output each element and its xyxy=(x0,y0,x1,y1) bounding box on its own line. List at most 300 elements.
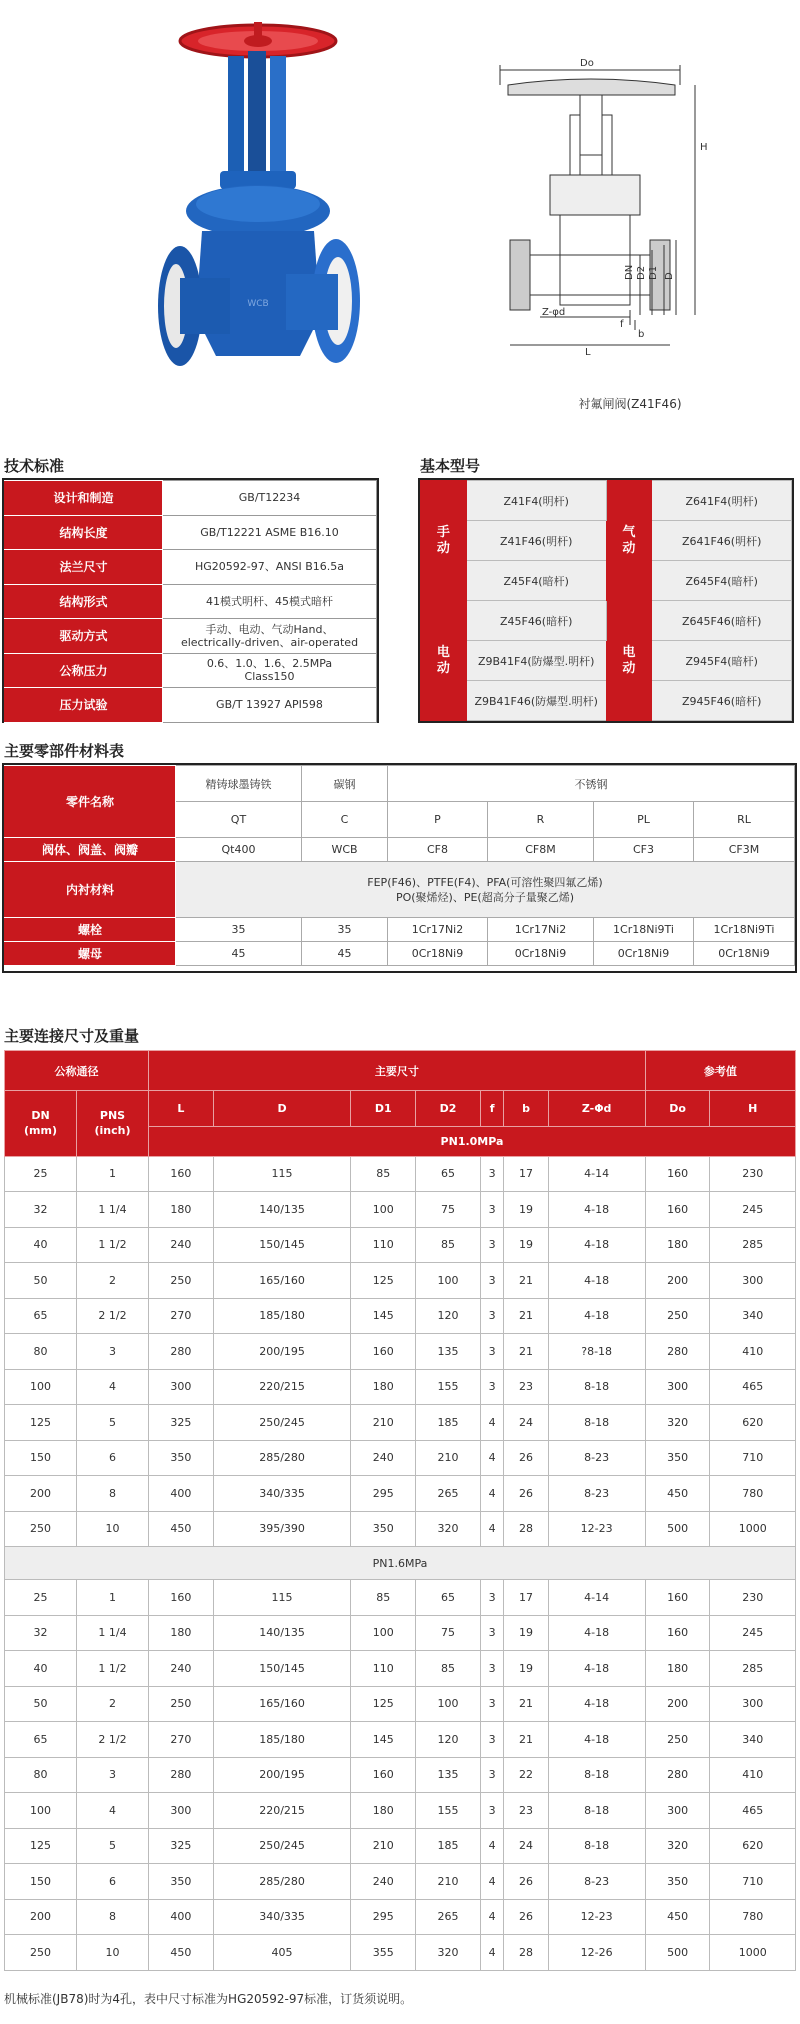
cell: 45 xyxy=(176,942,302,966)
cell: 150/145 xyxy=(213,1651,351,1687)
cell: 295 xyxy=(351,1476,416,1512)
table-row xyxy=(5,1547,796,1580)
cell: 12-23 xyxy=(548,1899,645,1935)
cell: 120 xyxy=(416,1722,481,1758)
cell: 245 xyxy=(710,1192,796,1228)
cell: 150 xyxy=(5,1864,77,1900)
cell: 160 xyxy=(149,1580,214,1616)
cell: 75 xyxy=(416,1615,481,1651)
diagram-label-zd: Z-φd xyxy=(542,307,566,318)
table-row xyxy=(421,481,792,521)
table-row xyxy=(5,688,377,723)
code-pl: PL xyxy=(594,802,694,838)
cell: 1 1/2 xyxy=(77,1651,149,1687)
model-cell: Z41F46(明杆) xyxy=(466,521,606,561)
diagram-label-l: L xyxy=(585,347,591,358)
cell: 230 xyxy=(710,1156,796,1192)
cell: 65 xyxy=(416,1156,481,1192)
row-label: 阀体、阀盖、阀瓣 xyxy=(5,838,176,862)
cell: 320 xyxy=(645,1405,710,1441)
cell: 780 xyxy=(710,1899,796,1935)
cell: 350 xyxy=(645,1440,710,1476)
cell: 17 xyxy=(504,1156,548,1192)
mat-header-stainless: 不锈钢 xyxy=(388,766,795,802)
cell: 450 xyxy=(149,1935,214,1971)
col-d: D xyxy=(213,1091,351,1127)
cell: 240 xyxy=(149,1651,214,1687)
cell: 24 xyxy=(504,1828,548,1864)
cell: 4 xyxy=(480,1935,504,1971)
cell: 75 xyxy=(416,1192,481,1228)
model-cell: Z945F46(暗杆) xyxy=(652,681,792,721)
cell: 150/145 xyxy=(213,1227,351,1263)
cell: 200 xyxy=(645,1263,710,1299)
cell: 210 xyxy=(416,1440,481,1476)
cell: 340 xyxy=(710,1722,796,1758)
cell: 125 xyxy=(351,1686,416,1722)
cell: 165/160 xyxy=(213,1263,351,1299)
head-main: 主要尺寸 xyxy=(149,1051,646,1091)
cell: 300 xyxy=(645,1793,710,1829)
table-row xyxy=(5,1651,796,1687)
cell: 50 xyxy=(5,1686,77,1722)
tech-label: 驱动方式 xyxy=(5,619,163,654)
cell: 19 xyxy=(504,1192,548,1228)
cell: 115 xyxy=(213,1580,351,1616)
cell: 350 xyxy=(351,1511,416,1547)
cell: 6 xyxy=(77,1440,149,1476)
diagram-label-d: D xyxy=(664,272,675,280)
table-row xyxy=(5,1615,796,1651)
cell: 240 xyxy=(351,1864,416,1900)
cell: 6 xyxy=(77,1864,149,1900)
model-cell: Z641F46(明杆) xyxy=(652,521,792,561)
cell: 23 xyxy=(504,1793,548,1829)
cell: 160 xyxy=(351,1757,416,1793)
cell: 285/280 xyxy=(213,1440,351,1476)
diagram-label-f: f xyxy=(620,319,624,330)
cell: 285/280 xyxy=(213,1864,351,1900)
table-row xyxy=(5,1334,796,1370)
cell: 1Cr18Ni9Ti xyxy=(594,918,694,942)
cell: 115 xyxy=(213,1156,351,1192)
cell: 620 xyxy=(710,1405,796,1441)
table-row xyxy=(421,561,792,601)
model-cell: Z9B41F46(防爆型.明杆) xyxy=(466,681,606,721)
cell: WCB xyxy=(302,838,388,862)
table-row xyxy=(5,1192,796,1228)
cell: 465 xyxy=(710,1369,796,1405)
cell: 19 xyxy=(504,1651,548,1687)
cell: 160 xyxy=(645,1192,710,1228)
cell: 8-23 xyxy=(548,1864,645,1900)
cell: Qt400 xyxy=(176,838,302,862)
cell: 280 xyxy=(149,1757,214,1793)
code-r: R xyxy=(488,802,594,838)
cell: 450 xyxy=(645,1899,710,1935)
cell: 4-18 xyxy=(548,1686,645,1722)
table-row xyxy=(5,1440,796,1476)
cell: 21 xyxy=(504,1263,548,1299)
cell: 320 xyxy=(416,1935,481,1971)
cell: 26 xyxy=(504,1899,548,1935)
valve-photo xyxy=(150,16,365,406)
row-label: 螺母 xyxy=(5,942,176,966)
cell: 2 xyxy=(77,1686,149,1722)
cell: 100 xyxy=(416,1263,481,1299)
tech-value: GB/T 13927 API598 xyxy=(163,688,377,723)
cell: 325 xyxy=(149,1405,214,1441)
col-d2: D2 xyxy=(416,1091,481,1127)
cell: 200/195 xyxy=(213,1334,351,1370)
cell: 3 xyxy=(77,1757,149,1793)
cell: 125 xyxy=(5,1828,77,1864)
cell: 85 xyxy=(351,1580,416,1616)
cell: 325 xyxy=(149,1828,214,1864)
table-row xyxy=(5,1227,796,1263)
cell: 300 xyxy=(710,1686,796,1722)
col-l: L xyxy=(149,1091,214,1127)
cell: 28 xyxy=(504,1935,548,1971)
cell: 230 xyxy=(710,1580,796,1616)
cell: 80 xyxy=(5,1757,77,1793)
cell: 120 xyxy=(416,1298,481,1334)
cell: 4 xyxy=(77,1369,149,1405)
cell: 85 xyxy=(351,1156,416,1192)
table-row xyxy=(5,1828,796,1864)
cell: 200/195 xyxy=(213,1757,351,1793)
table-row xyxy=(5,1405,796,1441)
model-cell: Z641F4(明杆) xyxy=(652,481,792,521)
cell: 185 xyxy=(416,1405,481,1441)
cell: 185 xyxy=(416,1828,481,1864)
cell: 200 xyxy=(5,1899,77,1935)
model-group-left: 手 动 xyxy=(421,481,467,601)
table-row xyxy=(421,601,792,641)
col-zd: Z-Φd xyxy=(548,1091,645,1127)
cell: 220/215 xyxy=(213,1793,351,1829)
table-row xyxy=(5,481,377,516)
cell: 180 xyxy=(149,1192,214,1228)
col-h: H xyxy=(710,1091,796,1127)
cell: 8 xyxy=(77,1476,149,1512)
cell: 10 xyxy=(77,1935,149,1971)
cell: 65 xyxy=(5,1722,77,1758)
cell: 26 xyxy=(504,1440,548,1476)
table-row xyxy=(5,619,377,654)
cell: 210 xyxy=(351,1405,416,1441)
code-rl: RL xyxy=(694,802,795,838)
cell: 140/135 xyxy=(213,1192,351,1228)
cell: 3 xyxy=(480,1757,504,1793)
table-row xyxy=(5,838,795,862)
cell: 185/180 xyxy=(213,1298,351,1334)
model-group-left: 电 动 xyxy=(421,601,467,721)
cell: 100 xyxy=(351,1192,416,1228)
cell: 110 xyxy=(351,1227,416,1263)
cell: 265 xyxy=(416,1476,481,1512)
tech-value: 41模式明杆、45模式暗杆 xyxy=(163,584,377,619)
cell: 280 xyxy=(645,1757,710,1793)
tech-label: 结构长度 xyxy=(5,515,163,550)
cell: 2 1/2 xyxy=(77,1298,149,1334)
cell: CF8M xyxy=(488,838,594,862)
pn2-header: PN1.6MPa xyxy=(5,1547,796,1580)
cell: 4 xyxy=(77,1793,149,1829)
cell: 220/215 xyxy=(213,1369,351,1405)
model-group-right: 电 动 xyxy=(606,601,652,721)
cell: 3 xyxy=(480,1156,504,1192)
cell: 350 xyxy=(645,1864,710,1900)
cell: 4-18 xyxy=(548,1192,645,1228)
table-row xyxy=(5,515,377,550)
cell: 300 xyxy=(149,1793,214,1829)
cell: 300 xyxy=(149,1369,214,1405)
cell: 12-26 xyxy=(548,1935,645,1971)
table-row xyxy=(5,942,795,966)
cell: 405 xyxy=(213,1935,351,1971)
cell: 2 1/2 xyxy=(77,1722,149,1758)
cell: ?8-18 xyxy=(548,1334,645,1370)
cell: 21 xyxy=(504,1298,548,1334)
cell: 19 xyxy=(504,1615,548,1651)
cell: 3 xyxy=(480,1334,504,1370)
cell: 3 xyxy=(480,1298,504,1334)
cell: 40 xyxy=(5,1227,77,1263)
tech-value: 手动、电动、气动Hand、 electrically-driven、air-operated xyxy=(163,619,377,654)
cell: 85 xyxy=(416,1227,481,1263)
model-cell: Z9B41F4(防爆型.明杆) xyxy=(466,641,606,681)
cell: 28 xyxy=(504,1511,548,1547)
tech-value: HG20592-97、ANSI B16.5a xyxy=(163,550,377,585)
cell: 180 xyxy=(645,1227,710,1263)
diagram-label-d2: D2 xyxy=(636,265,647,280)
cell: 500 xyxy=(645,1935,710,1971)
cell: 355 xyxy=(351,1935,416,1971)
cell: 270 xyxy=(149,1722,214,1758)
cell: 265 xyxy=(416,1899,481,1935)
cell: 250 xyxy=(149,1263,214,1299)
cell: 200 xyxy=(5,1476,77,1512)
cell: 410 xyxy=(710,1334,796,1370)
cell: 465 xyxy=(710,1793,796,1829)
diagram-label-b: b xyxy=(638,329,645,340)
table-row xyxy=(5,653,377,688)
cell: 300 xyxy=(710,1263,796,1299)
cell: 400 xyxy=(149,1899,214,1935)
table-row xyxy=(5,1511,796,1547)
col-pns: PNS (inch) xyxy=(77,1091,149,1157)
cell: CF3 xyxy=(594,838,694,862)
table-row xyxy=(5,1722,796,1758)
cell: 8-18 xyxy=(548,1405,645,1441)
cell: 250 xyxy=(645,1298,710,1334)
cell: CF3M xyxy=(694,838,795,862)
dimensions-title: 主要连接尺寸及重量 xyxy=(4,1027,140,1045)
table-row xyxy=(5,550,377,585)
tech-value: GB/T12234 xyxy=(163,481,377,516)
model-cell: Z645F46(暗杆) xyxy=(652,601,792,641)
cell: 4 xyxy=(480,1828,504,1864)
pn1-header: PN1.0MPa xyxy=(149,1126,796,1156)
cell: 145 xyxy=(351,1298,416,1334)
cell: 165/160 xyxy=(213,1686,351,1722)
cell: 26 xyxy=(504,1864,548,1900)
cell: 4-14 xyxy=(548,1580,645,1616)
cell: 10 xyxy=(77,1511,149,1547)
cell: 1 1/2 xyxy=(77,1227,149,1263)
cell: 250 xyxy=(149,1686,214,1722)
cell: 180 xyxy=(351,1793,416,1829)
cell: 0Cr18Ni9 xyxy=(694,942,795,966)
table-row xyxy=(5,918,795,942)
model-cell: Z41F4(明杆) xyxy=(466,481,606,521)
cell: 3 xyxy=(480,1227,504,1263)
tech-label: 公称压力 xyxy=(5,653,163,688)
cell: 3 xyxy=(480,1793,504,1829)
code-p: P xyxy=(388,802,488,838)
cell: 21 xyxy=(504,1334,548,1370)
cell: 180 xyxy=(149,1615,214,1651)
cell: 1Cr17Ni2 xyxy=(388,918,488,942)
cell: 320 xyxy=(416,1511,481,1547)
cell: 780 xyxy=(710,1476,796,1512)
cell: 1 xyxy=(77,1580,149,1616)
cell: 8-18 xyxy=(548,1793,645,1829)
cell: CF8 xyxy=(388,838,488,862)
cell: 320 xyxy=(645,1828,710,1864)
cell: 3 xyxy=(480,1651,504,1687)
cell: 110 xyxy=(351,1651,416,1687)
model-cell: Z45F46(暗杆) xyxy=(466,601,606,641)
cell: 8-18 xyxy=(548,1369,645,1405)
table-row xyxy=(5,1298,796,1334)
table-row xyxy=(5,1580,796,1616)
tech-standards-title: 技术标准 xyxy=(4,457,65,475)
cell: 8 xyxy=(77,1899,149,1935)
tech-value: GB/T12221 ASME B16.10 xyxy=(163,515,377,550)
cell: 3 xyxy=(480,1686,504,1722)
cell: 3 xyxy=(480,1580,504,1616)
cell: 400 xyxy=(149,1476,214,1512)
table-row xyxy=(5,1864,796,1900)
cell: 32 xyxy=(5,1615,77,1651)
cell: 155 xyxy=(416,1793,481,1829)
cell: 250 xyxy=(5,1935,77,1971)
lining-cell xyxy=(176,862,795,918)
cell: 285 xyxy=(710,1651,796,1687)
cell: 620 xyxy=(710,1828,796,1864)
model-cell: Z945F4(暗杆) xyxy=(652,641,792,681)
svg-text:WCB: WCB xyxy=(247,299,269,309)
dimensions-table xyxy=(4,1050,796,1971)
cell: 3 xyxy=(480,1192,504,1228)
cell: 17 xyxy=(504,1580,548,1616)
table-row xyxy=(5,862,795,918)
model-cell: Z645F4(暗杆) xyxy=(652,561,792,601)
model-group-right: 气 动 xyxy=(606,481,652,601)
part-name-header: 零件名称 xyxy=(5,766,176,838)
mat-header-ductile: 精铸球墨铸铁 xyxy=(176,766,302,802)
cell: 145 xyxy=(351,1722,416,1758)
cell: 710 xyxy=(710,1864,796,1900)
cell: 125 xyxy=(351,1263,416,1299)
row-label: 螺栓 xyxy=(5,918,176,942)
cell: 1 1/4 xyxy=(77,1192,149,1228)
cell: 4 xyxy=(480,1476,504,1512)
cell: 160 xyxy=(351,1334,416,1370)
tech-label: 压力试验 xyxy=(5,688,163,723)
table-row xyxy=(5,1793,796,1829)
cell: 100 xyxy=(5,1369,77,1405)
cell: 100 xyxy=(5,1793,77,1829)
cell: 4-18 xyxy=(548,1298,645,1334)
diagram-caption: 衬氟闸阀(Z41F46) xyxy=(578,397,682,411)
cell: 240 xyxy=(351,1440,416,1476)
cell: 300 xyxy=(645,1369,710,1405)
cell: 3 xyxy=(480,1615,504,1651)
cell: 12-23 xyxy=(548,1511,645,1547)
cell: 4 xyxy=(480,1899,504,1935)
model-cell: Z45F4(暗杆) xyxy=(466,561,606,601)
cell: 35 xyxy=(176,918,302,942)
cell: 1Cr18Ni9Ti xyxy=(694,918,795,942)
cell: 5 xyxy=(77,1405,149,1441)
cell: 4-18 xyxy=(548,1263,645,1299)
cell: 3 xyxy=(480,1722,504,1758)
col-f: f xyxy=(480,1091,504,1127)
basic-model-title: 基本型号 xyxy=(420,457,481,475)
code-qt: QT xyxy=(176,802,302,838)
cell: 160 xyxy=(149,1156,214,1192)
col-d1: D1 xyxy=(351,1091,416,1127)
cell: 8-23 xyxy=(548,1476,645,1512)
cell: 24 xyxy=(504,1405,548,1441)
cell: 65 xyxy=(416,1580,481,1616)
cell: 25 xyxy=(5,1580,77,1616)
cell: 8-23 xyxy=(548,1440,645,1476)
table-row xyxy=(421,641,792,681)
diagram-label-do: Do xyxy=(580,58,594,69)
cell: 4 xyxy=(480,1511,504,1547)
cell: 5 xyxy=(77,1828,149,1864)
cell: 0Cr18Ni9 xyxy=(594,942,694,966)
cell: 0Cr18Ni9 xyxy=(388,942,488,966)
tech-label: 设计和制造 xyxy=(5,481,163,516)
table-row xyxy=(5,584,377,619)
cell: 250/245 xyxy=(213,1828,351,1864)
head-ref: 参考值 xyxy=(645,1051,795,1091)
cell: 50 xyxy=(5,1263,77,1299)
cell: 8-18 xyxy=(548,1757,645,1793)
tech-label: 结构形式 xyxy=(5,584,163,619)
table-row xyxy=(5,1263,796,1299)
lining-line-2: PO(聚烯烃)、PE(超高分子量聚乙烯) xyxy=(395,890,575,904)
cell: 1 1/4 xyxy=(77,1615,149,1651)
cell: 295 xyxy=(351,1899,416,1935)
col-b: b xyxy=(504,1091,548,1127)
cell: 340/335 xyxy=(213,1476,351,1512)
cell: 4-18 xyxy=(548,1722,645,1758)
cell: 160 xyxy=(645,1156,710,1192)
cell: 1 xyxy=(77,1156,149,1192)
cell: 3 xyxy=(480,1263,504,1299)
cell: 350 xyxy=(149,1440,214,1476)
cell: 3 xyxy=(77,1334,149,1370)
cell: 285 xyxy=(710,1227,796,1263)
cell: 160 xyxy=(645,1615,710,1651)
cell: 2 xyxy=(77,1263,149,1299)
